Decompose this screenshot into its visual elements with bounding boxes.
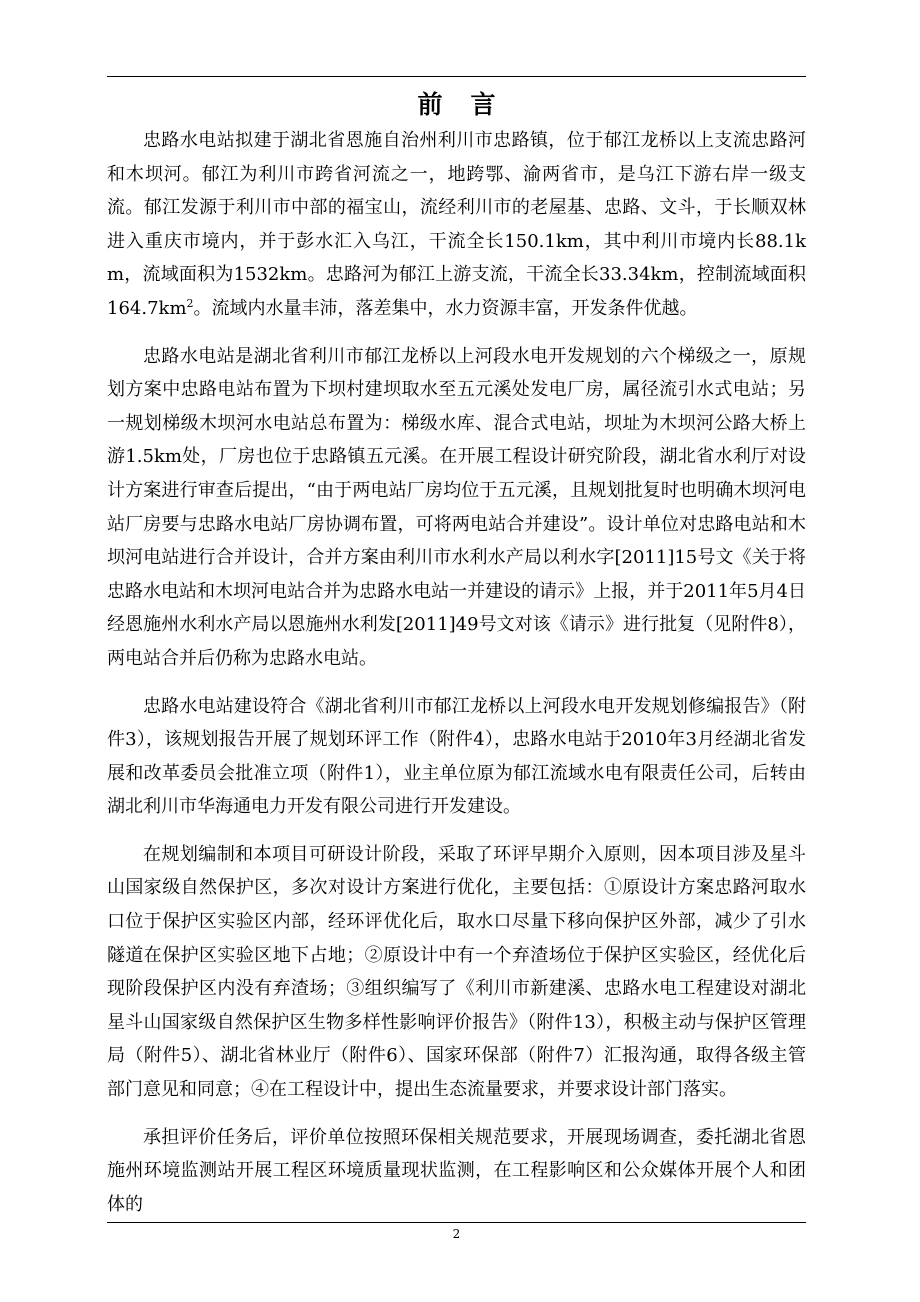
paragraph-4: 在规划编制和本项目可研设计阶段，采取了环评早期介入原则，因本项目涉及星斗山国家级自然保护区，多次对设计方案进行优化，主要包括：①原设计方案忠路河取水口位于保护区实验区内部，经环评优化后，取水口尽量下移向保护区外部，减少了引水隧道在保护区实验区地下占地；②原设计中有一个弃渣场位于保护区实验区，经优化后现阶段保护区内没有弃渣场；③组织编写了《利川市新建溪、忠路水电工程建设对湖北星斗山国家级自然保护区生物多样性影响评价报告》（附件13），积极主动与保护区管理局（附件5）、湖北省林业厅（附件6）、国家环保部（附件7）汇报沟通，取得各级主管部门意见和同意；④在工程设计中，提出生态流量要求，并要求设计部门落实。 [107,843,806,1101]
paragraph-5: 承担评价任务后，评价单位按照环保相关规范要求，开展现场调查，委托湖北省恩施州环境监测站开展工程区环境质量现状监测，在工程影响区和公众媒体开展个人和团体的 [107,1126,806,1215]
paragraph-1-text-end: 。流域内水量丰沛，落差集中，水力资源丰富，开发条件优越。 [193,297,698,319]
footer-rule [107,1222,806,1223]
paragraph-1-text: 忠路水电站拟建于湖北省恩施自治州利川市忠路镇，位于郁江龙桥以上支流忠路河和木坝河。郁江为利川市跨省河流之一，地跨鄂、渝两省市，是乌江下游右岸一级支流。郁江发源于利川市中部的福宝山，流经利川市的老屋基、忠路、文斗，于长顺双林进入重庆市境内，并于彭水汇入乌江，干流全长150.1km，其中利川市境内长88.1km，流域面积为1532km。忠路河为郁江上游支流，干流全长33.34km，控制流域面积164.7km [107,130,806,319]
paragraph-2: 忠路水电站是湖北省利川市郁江龙桥以上河段水电开发规划的六个梯级之一，原规划方案中忠路电站布置为下坝村建坝取水至五元溪处发电厂房，属径流引水式电站；另一规划梯级木坝河水电站总布置为：梯级水库、混合式电站，坝址为木坝河公路大桥上游1.5km处，厂房也位于忠路镇五元溪。在开展工程设计研究阶段，湖北省水利厅对设计方案进行审查后提出，“由于两电站厂房均位于五元溪，且规划批复时也明确木坝河电站厂房要与忠路水电站厂房协调布置，可将两电站合并建设”。设计单位对忠路电站和木坝河电站进行合并设计，合并方案由利川市水利水产局以利水字[2011]15号文《关于将忠路水电站和木坝河电站合并为忠路水电站一并建设的请示》上报，并于2011年5月4日经恩施州水利水产局以恩施州水利发[2011]49号文对该《请示》进行批复（见附件8），两电站合并后仍称为忠路水电站。 [107,345,806,669]
paragraph-1 [107,124,806,326]
page-number: 2 [452,1227,461,1241]
superscript-2: 2 [186,296,194,310]
page-title-second-char: 言 [470,90,496,119]
page-title-first-char: 前 [417,90,443,119]
paragraph-3: 忠路水电站建设符合《湖北省利川市郁江龙桥以上河段水电开发规划修编报告》（附件3），该规划报告开展了规划环评工作（附件4），忠路水电站于2010年3月经湖北省发展和改革委员会批准立项（附件1），业主单位原为郁江流域水电有限责任公司，后转由湖北利川市华海通电力开发有限公司进行开发建设。 [107,695,806,818]
page-title [107,88,806,122]
header-rule [107,76,806,77]
document-body [107,124,806,1235]
